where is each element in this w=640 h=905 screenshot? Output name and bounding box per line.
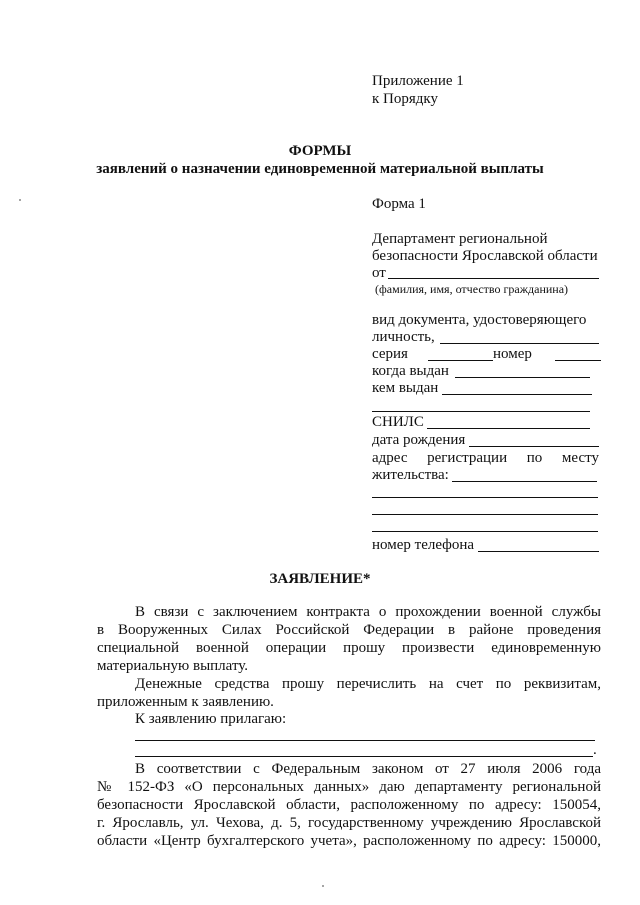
applicant-name-field[interactable] xyxy=(388,278,599,279)
phone-label: номер телефона xyxy=(372,537,475,553)
series-label: серия xyxy=(372,346,408,362)
address-field-1[interactable] xyxy=(452,481,597,482)
snils-label: СНИЛС xyxy=(372,414,424,430)
doc-type-field[interactable] xyxy=(440,343,599,344)
address-field-3[interactable] xyxy=(372,514,598,515)
birth-date-field[interactable] xyxy=(469,446,599,447)
addressee-line1: Департамент региональной xyxy=(372,231,548,247)
appendix-order-label: к Порядку xyxy=(372,91,438,107)
attachments-field-1[interactable] xyxy=(135,740,595,741)
issued-by-field-extra[interactable] xyxy=(372,411,590,412)
body-p1-line4: материальную выплату. xyxy=(97,658,249,674)
doc-type-label-2: личность, xyxy=(372,329,435,345)
issued-when-field[interactable] xyxy=(455,377,590,378)
birth-date-label: дата рождения xyxy=(372,432,466,448)
body-p3-line4: г. Ярославль, ул. Чехова, д. 5, государственному учреждению Ярославской xyxy=(97,815,601,831)
body-p3-line5: области «Центр бухгалтерского учета», расположенному по адресу: 150000, xyxy=(97,833,601,849)
number-label: номер xyxy=(493,346,532,362)
attachments-field-2[interactable] xyxy=(135,756,593,757)
scan-speck xyxy=(322,885,324,887)
attachments-label: К заявлению прилагаю: xyxy=(135,711,287,727)
issued-when-label: когда выдан xyxy=(372,363,449,379)
addressee-line2: безопасности Ярославской области xyxy=(372,248,598,264)
body-p1-line1: В связи с заключением контракта о прохождении военной службы xyxy=(135,604,601,620)
form-number: Форма 1 xyxy=(372,196,426,212)
snils-field[interactable] xyxy=(427,428,590,429)
statement-title: ЗАЯВЛЕНИЕ* xyxy=(269,571,371,587)
number-field[interactable] xyxy=(555,360,601,361)
phone-field[interactable] xyxy=(478,551,599,552)
series-field[interactable] xyxy=(428,360,493,361)
residence-label: жительства: xyxy=(372,467,449,483)
body-p3-line1: В соответствии с Федеральным законом от 27 июля 2006 года xyxy=(135,761,601,777)
applicant-name-hint: (фамилия, имя, отчество гражданина) xyxy=(375,282,569,296)
from-label: от xyxy=(372,265,386,281)
forms-title: ФОРМЫ xyxy=(288,143,352,159)
doc-type-label-1: вид документа, удостоверяющего xyxy=(372,312,587,328)
body-p2-line2: приложенным к заявлению. xyxy=(97,694,274,710)
attachments-end-dot: . xyxy=(593,742,597,758)
issued-by-field[interactable] xyxy=(442,394,592,395)
address-field-2[interactable] xyxy=(372,497,598,498)
body-p2-line1: Денежные средства прошу перечислить на счет по реквизитам, xyxy=(135,676,601,692)
scan-speck xyxy=(19,199,21,201)
issued-by-label: кем выдан xyxy=(372,380,439,396)
body-p1-line3: специальной военной операции прошу произвести единовременную xyxy=(97,640,601,656)
address-label: адрес регистрации по месту xyxy=(372,450,599,466)
forms-subtitle: заявлений о назначении единовременной материальной выплаты xyxy=(96,161,544,177)
body-p1-line2: в Вооруженных Силах Российской Федерации в районе проведения xyxy=(97,622,601,638)
body-p3-line3: безопасности Ярославской области, расположенному по адресу: 150054, xyxy=(97,797,601,813)
body-p3-line2: № 152-ФЗ «О персональных данных» даю департаменту региональной xyxy=(97,779,601,795)
appendix-label: Приложение 1 xyxy=(372,73,464,89)
address-field-4[interactable] xyxy=(372,531,598,532)
